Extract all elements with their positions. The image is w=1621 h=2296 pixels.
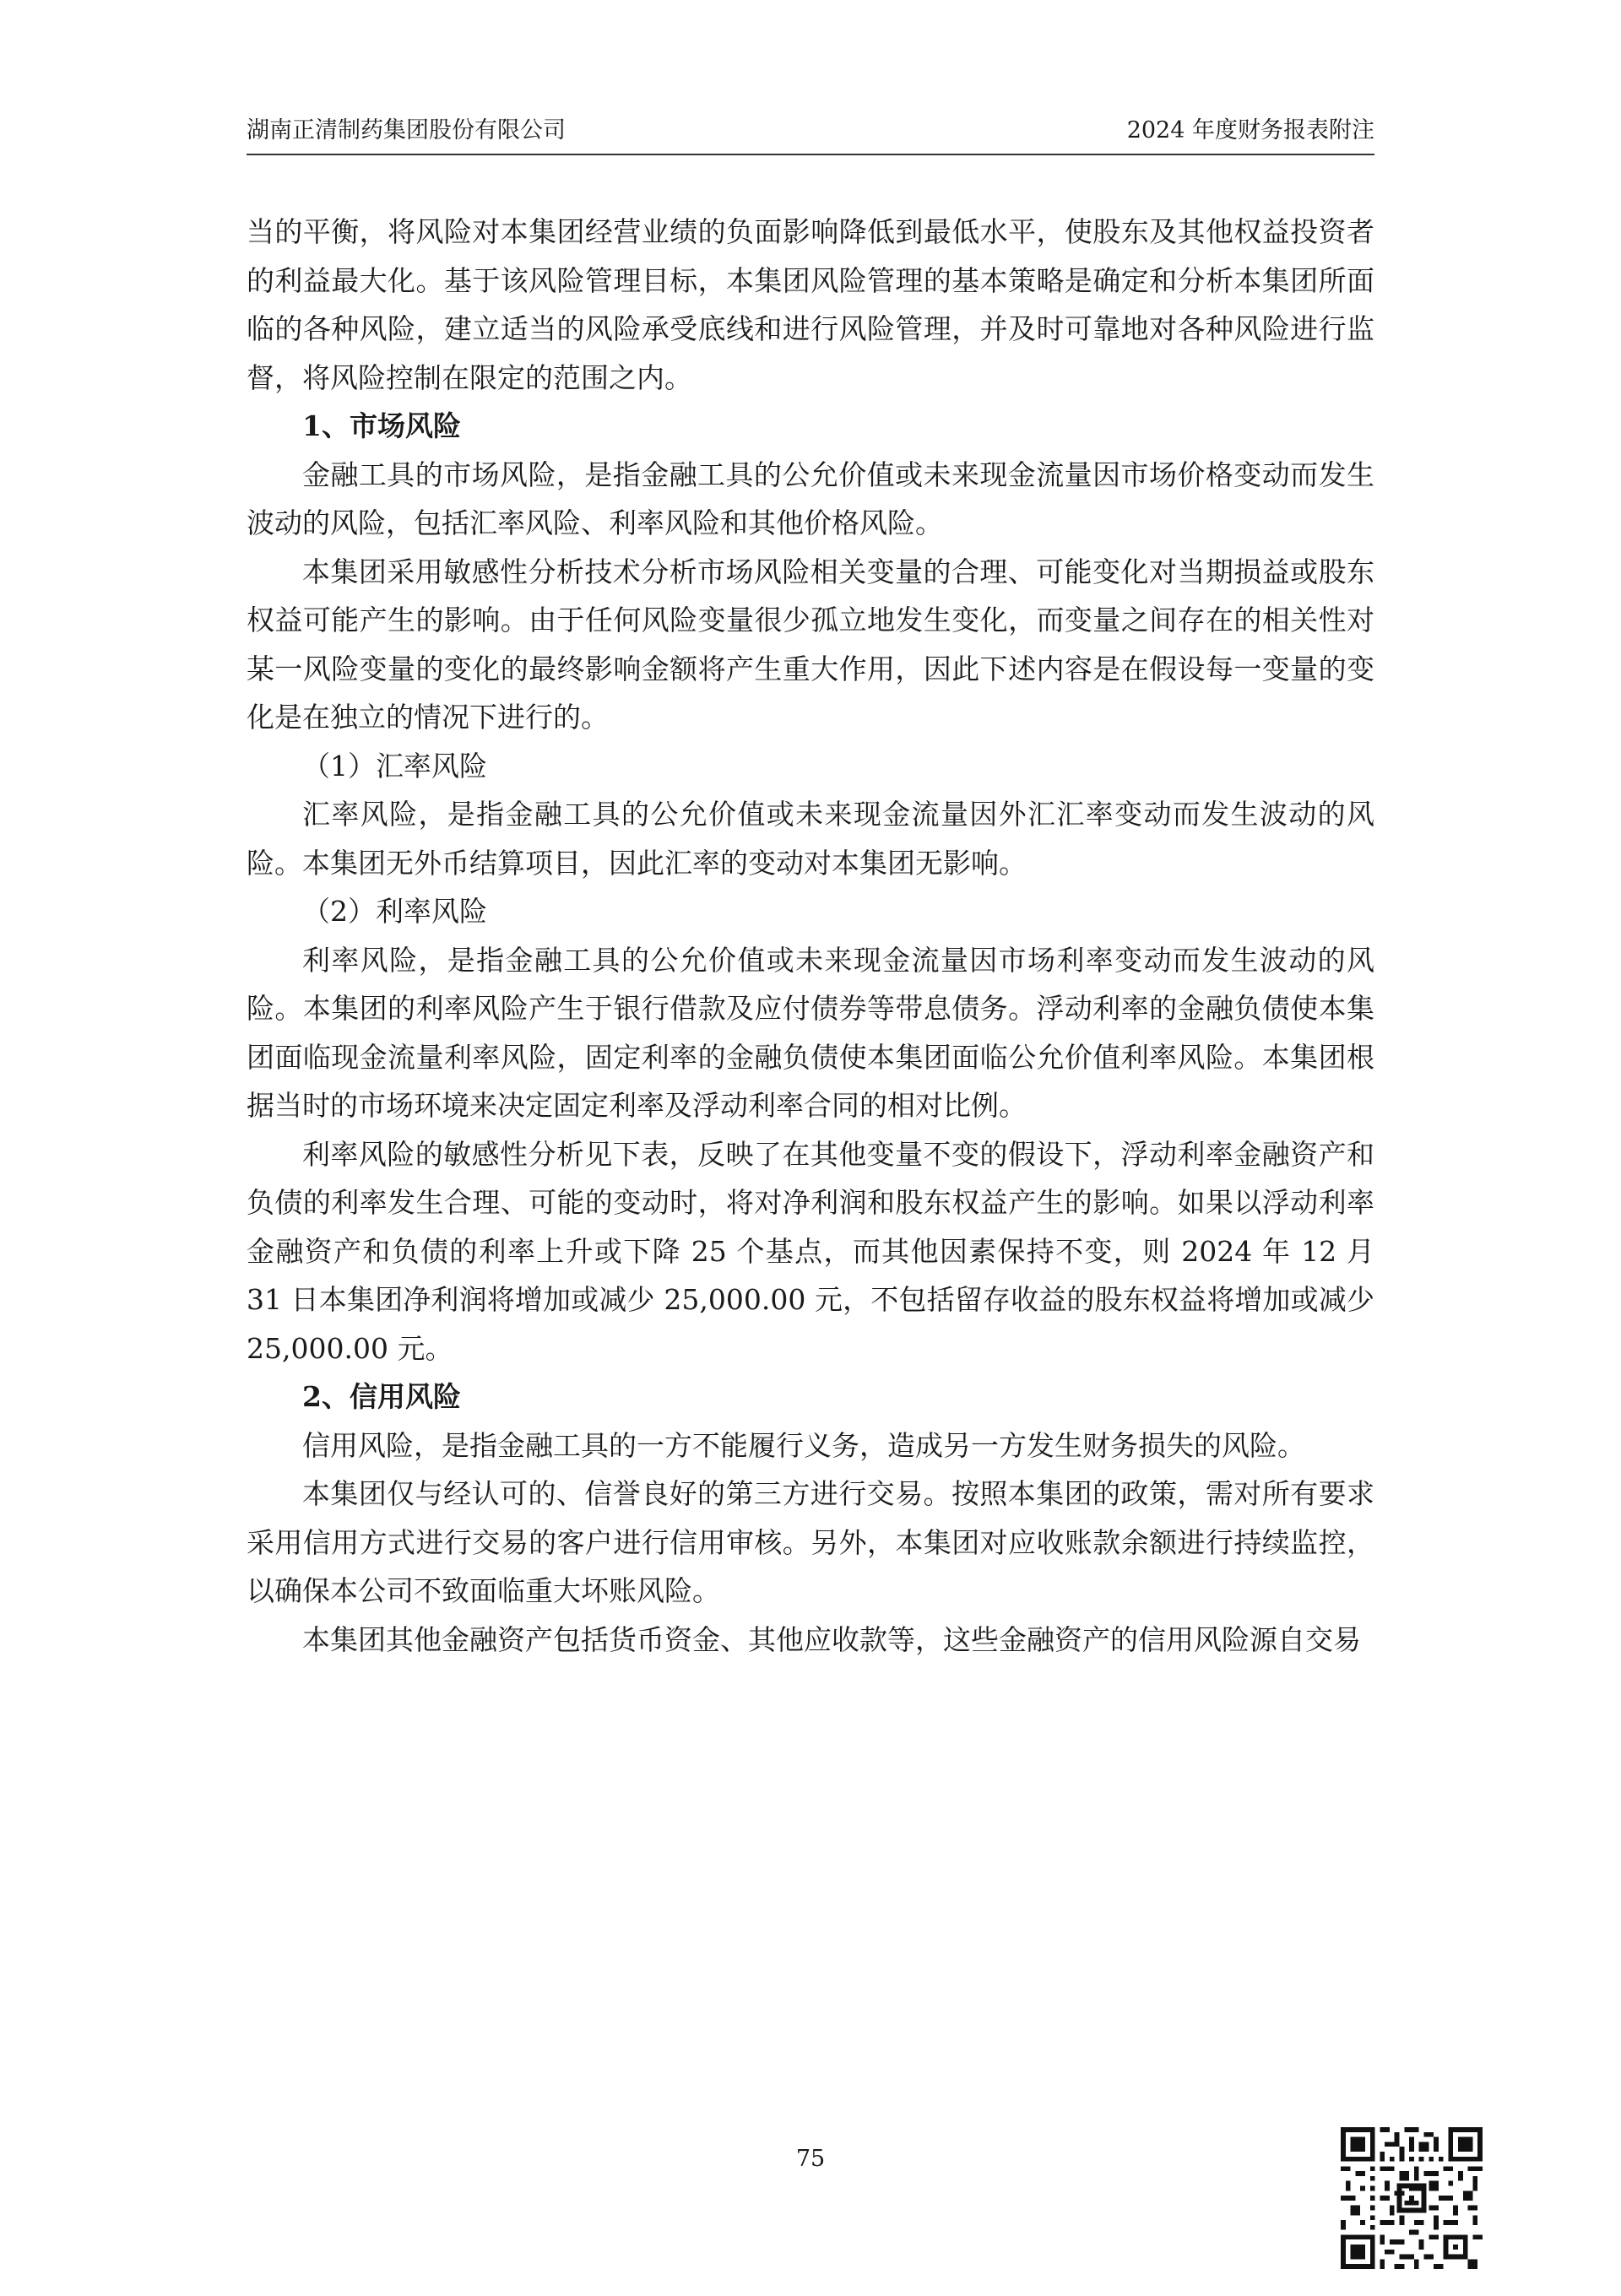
qr-code-icon	[1341, 2127, 1483, 2269]
paragraph-credit-risk-definition: 信用风险，是指金融工具的一方不能履行义务，造成另一方发生财务损失的风险。	[302, 1428, 1305, 1462]
paragraph-risk-objective: 当的平衡，将风险对本集团经营业绩的负面影响降低到最低水平，使股东及其他权益投资者的利益最大化。基于该风险管理目标，本集团风险管理的基本策略是确定和分析本集团所面临的各种风险，建立适当的风险承受底线和进行风险管理，并及时可靠地对各种风险进行监督，将风险控制在限定的范围之内。	[247, 215, 1374, 394]
heading-market-risk: 1、市场风险	[302, 409, 461, 442]
subheading-interest-rate-risk: （2）利率风险	[302, 895, 487, 928]
paragraph-credit-policy: 本集团仅与经认可的、信誉良好的第三方进行交易。按照本集团的政策，需对所有要求采用信用方式进行交易的客户进行信用审核。另外，本集团对应收账款余额进行持续监控，以确保本公司不致面临重大坏账风险。	[247, 1477, 1374, 1607]
header-report-title: 2024 年度财务报表附注	[1126, 117, 1374, 144]
paragraph-exchange-rate-risk: 汇率风险，是指金融工具的公允价值或未来现金流量因外汇汇率变动而发生波动的风险。本集团无外币结算项目，因此汇率的变动对本集团无影响。	[247, 798, 1374, 880]
page-header	[247, 118, 1374, 155]
subheading-exchange-rate-risk: （1）汇率风险	[302, 749, 487, 782]
paragraph-sensitivity-analysis: 本集团采用敏感性分析技术分析市场风险相关变量的合理、可能变化对当期损益或股东权益可能产生的影响。由于任何风险变量很少孤立地发生变化，而变量之间存在的相关性对某一风险变量的变化的最终影响金额将产生重大作用，因此下述内容是在假设每一变量的变化是在独立的情况下进行的。	[247, 555, 1374, 734]
page-number: 75	[795, 2146, 826, 2172]
paragraph-other-financial-assets: 本集团其他金融资产包括货币资金、其他应收款等，这些金融资产的信用风险源自交易	[302, 1622, 1361, 1656]
paragraph-interest-rate-risk: 利率风险，是指金融工具的公允价值或未来现金流量因市场利率变动而发生波动的风险。本集团的利率风险产生于银行借款及应付债券等带息债务。浮动利率的金融负债使本集团面临现金流量利率风险，固定利率的金融负债使本集团面临公允价值利率风险。本集团根据当时的市场环境来决定固定利率及浮动利率合同的相对比例。	[247, 943, 1374, 1122]
heading-credit-risk: 2、信用风险	[302, 1380, 461, 1413]
paragraph-interest-rate-sensitivity: 利率风险的敏感性分析见下表，反映了在其他变量不变的假设下，浮动利率金融资产和负债的利率发生合理、可能的变动时，将对净利润和股东权益产生的影响。如果以浮动利率金融资产和负债的利率上升或下降 25 个基点，而其他因素保持不变，则 2024 年 12 月 31 日本集团净利润将增加或减少 25,000.00 元，不包括留存收益的股东权益将增加或减少 25,000.00 元。	[247, 1137, 1374, 1365]
paragraph-market-risk-definition: 金融工具的市场风险，是指金融工具的公允价值或未来现金流量因市场价格变动而发生波动的风险，包括汇率风险、利率风险和其他价格风险。	[247, 458, 1374, 539]
header-company-name: 湖南正清制药集团股份有限公司	[247, 117, 566, 144]
document-body	[247, 208, 1374, 1664]
